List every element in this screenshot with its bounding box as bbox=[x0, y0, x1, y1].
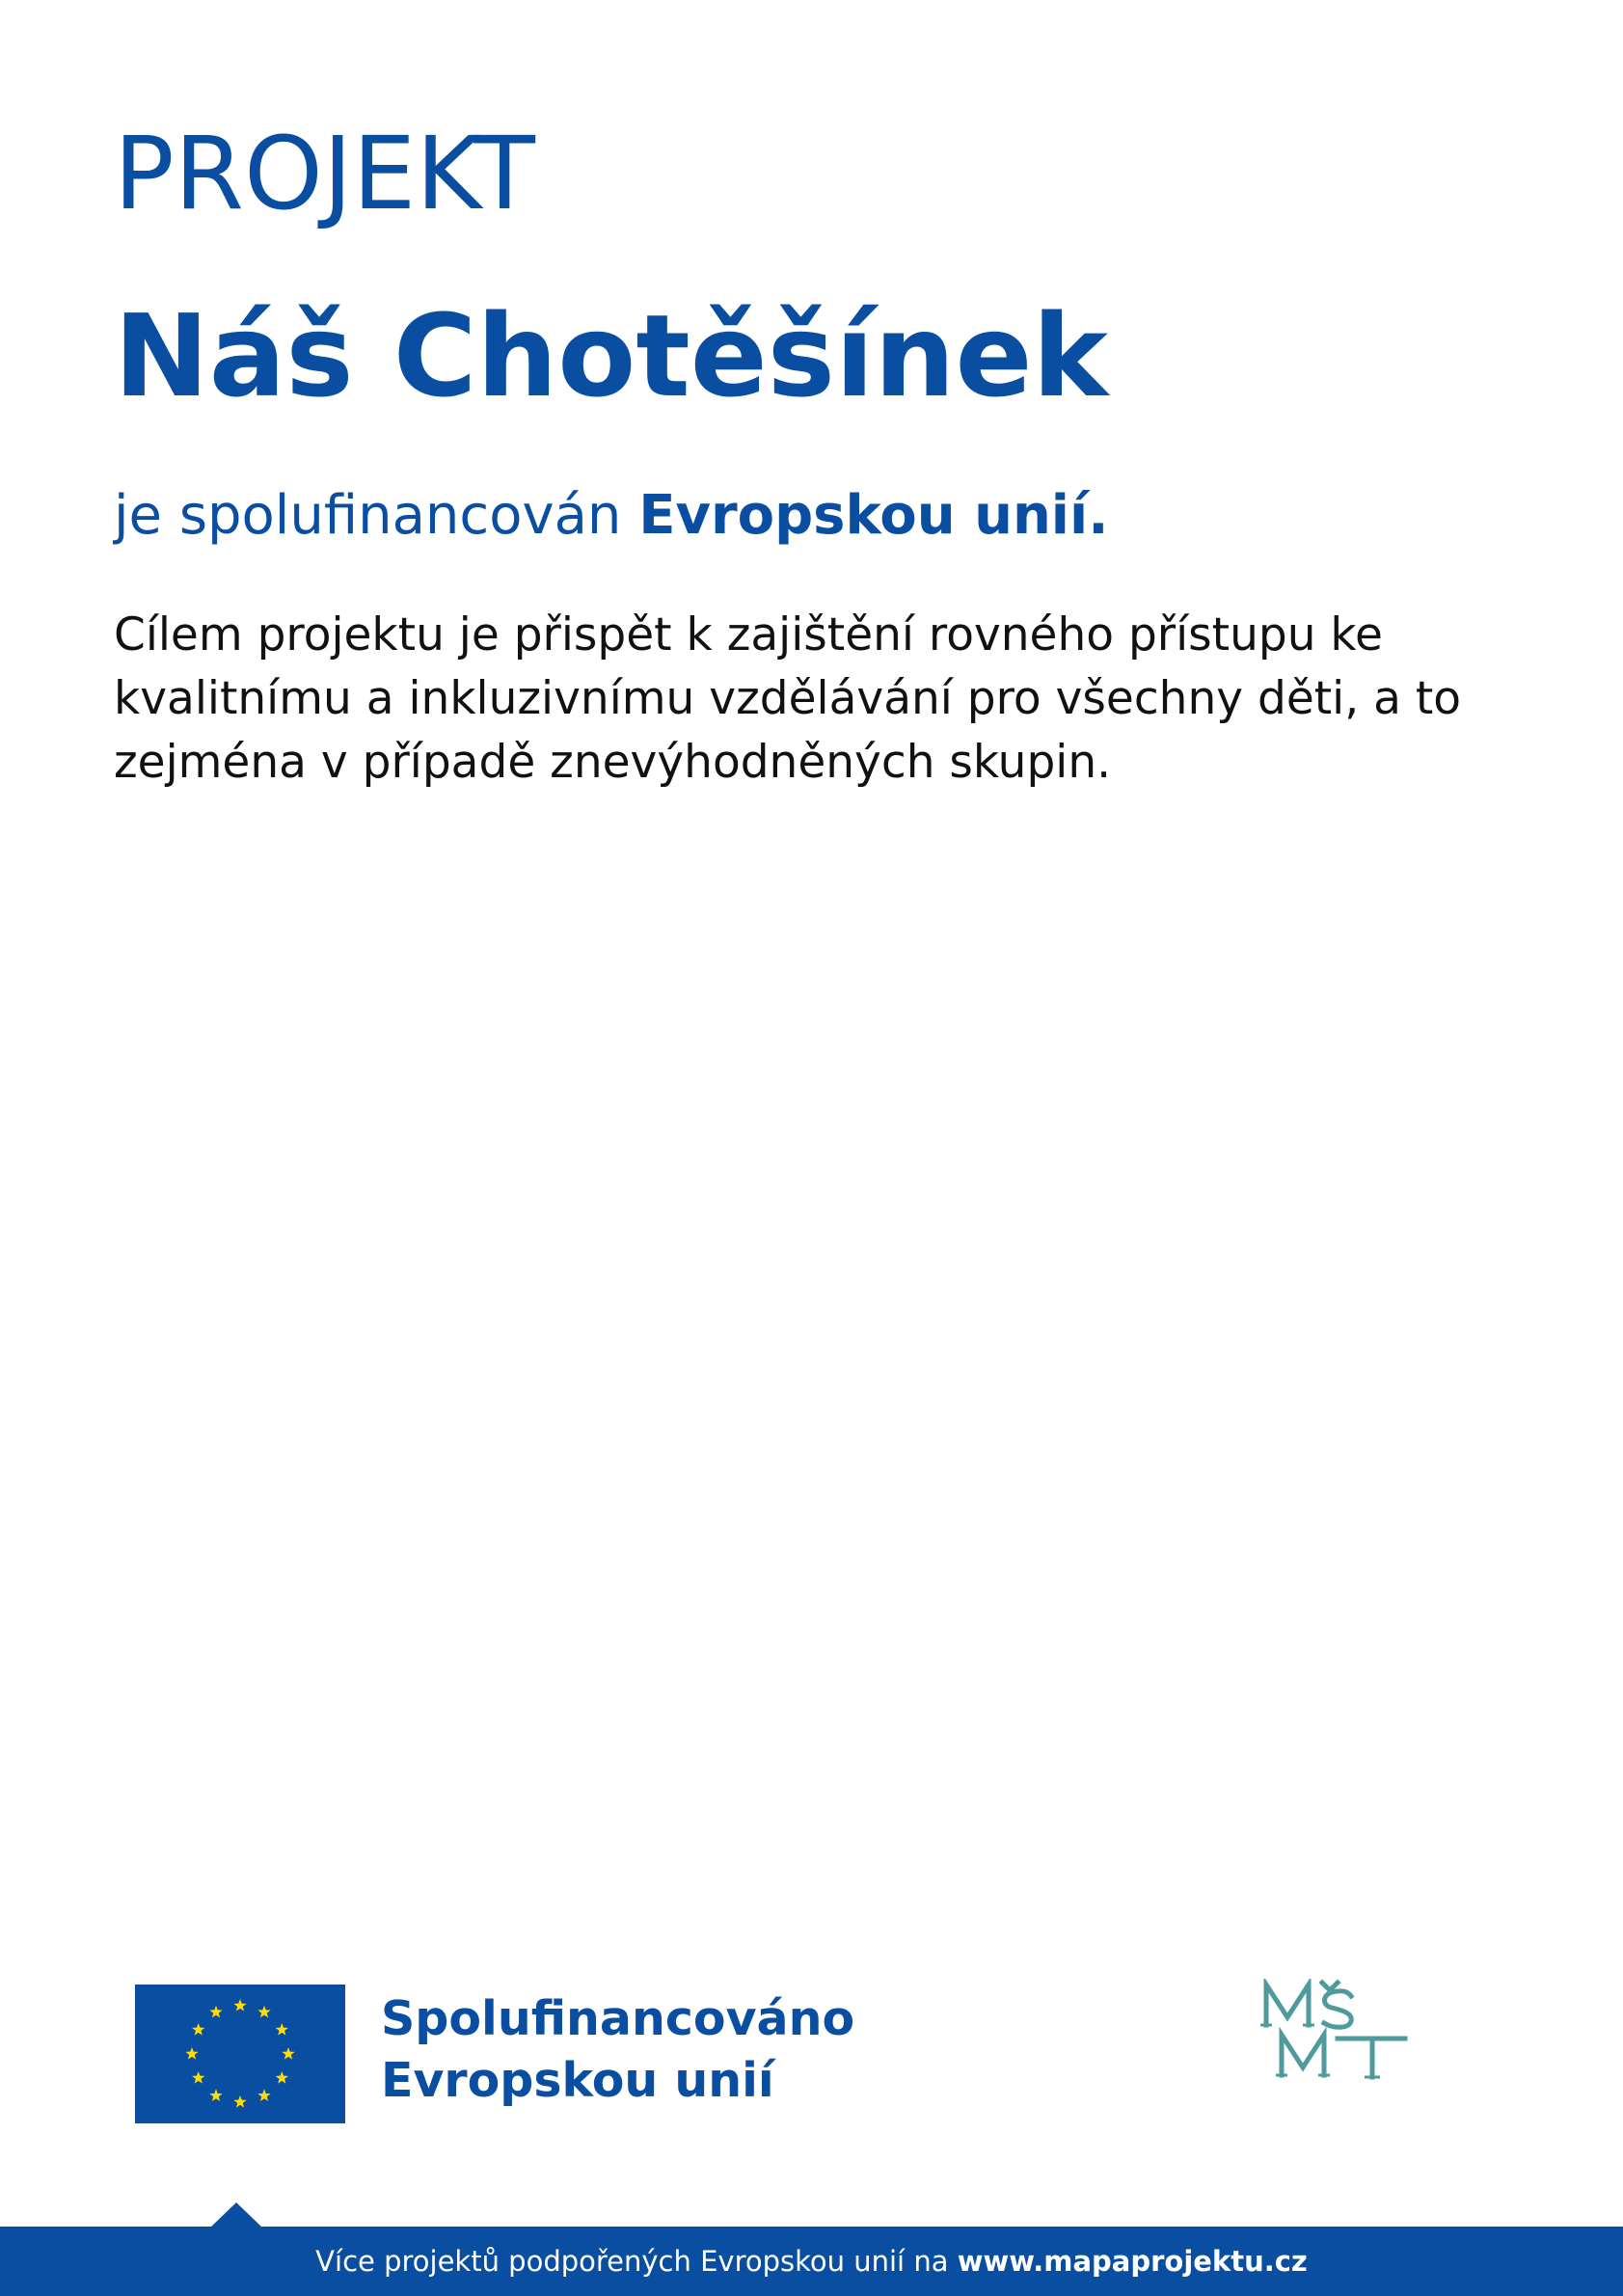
description-line: Cílem projektu je přispět k zajištění rovného přístupu ke bbox=[114, 608, 1383, 662]
project-title: Náš Chotěšínek bbox=[114, 289, 1109, 422]
eu-star-icon bbox=[209, 2006, 222, 2018]
eu-star-icon bbox=[257, 2089, 270, 2101]
eu-flag-icon bbox=[135, 1985, 345, 2123]
cofinanced-eu: Evropskou unií. bbox=[638, 484, 1109, 547]
project-label: PROJEKT bbox=[114, 115, 535, 232]
eu-star-icon bbox=[276, 2071, 288, 2084]
eu-star-icon bbox=[233, 1999, 246, 2012]
description-line: kvalitnímu a inkluzivnímu vzdělávání pro všechny děti, a to bbox=[114, 672, 1462, 725]
eu-star-icon bbox=[185, 2047, 198, 2060]
cofinanced-prefix: je spolufinancován bbox=[114, 484, 639, 547]
eu-stars bbox=[135, 1985, 345, 2123]
eu-cofinanced-text bbox=[381, 1988, 854, 2112]
project-description bbox=[114, 604, 1502, 795]
eu-star-icon bbox=[192, 2023, 204, 2036]
footer-text-prefix: Více projektů podpořených Evropskou unií na bbox=[315, 2245, 958, 2278]
eu-star-icon bbox=[233, 2095, 246, 2108]
footer-text bbox=[0, 2227, 1623, 2296]
eu-text-line2: Evropskou unií bbox=[381, 2053, 774, 2108]
cofinanced-statement bbox=[114, 484, 1109, 547]
footer-url-link[interactable]: www.mapaprojektu.cz bbox=[957, 2245, 1308, 2278]
eu-text-line1: Spolufinancováno bbox=[381, 1991, 855, 2046]
eu-star-icon bbox=[209, 2089, 222, 2101]
eu-star-icon bbox=[276, 2023, 288, 2036]
footer-notch bbox=[210, 2202, 262, 2228]
msmt-logo-icon bbox=[1258, 1979, 1413, 2085]
eu-star-icon bbox=[282, 2047, 294, 2060]
eu-star-icon bbox=[257, 2006, 270, 2018]
eu-star-icon bbox=[192, 2071, 204, 2084]
description-line: zejména v případě znevýhodněných skupin. bbox=[114, 736, 1112, 789]
